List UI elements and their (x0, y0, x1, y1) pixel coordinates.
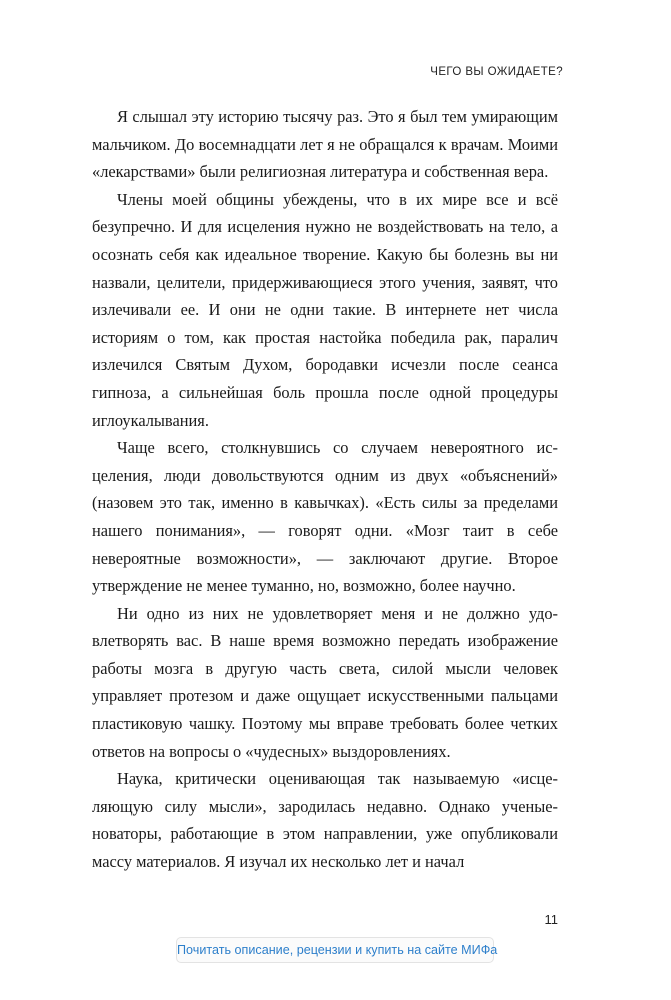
paragraph: Наука, критически оценивающая так называемую «исцеляющую силу мысли», зародилась недавно. Однако ученые-новаторы, работающие в этом направлении, уже опубликовали массу материалов. Я изучал их несколько лет и начал (92, 769, 558, 872)
paragraph: Я слышал эту историю тысячу раз. Это я был тем умирающим мальчиком. До восемнадцати лет я не обращался к врачам. Моими «лекарствами» были религиозная литература и собственная вера. (92, 107, 558, 182)
buy-link[interactable]: Почитать описание, рецензии и купить на сайте МИФа (176, 937, 494, 963)
body-text (92, 103, 558, 876)
page-number: 11 (544, 912, 558, 927)
paragraph: Чаще всего, столкнувшись со случаем невероятного исцеления, люди довольствуются одним из двух «объяснений» (назовем это так, именно в кавычках). «Есть силы за пределами нашего понимания», — говорят одни. «Мозг таит в себе невероятные возможности», — заключают другие. Второе утверждение не менее туманно, но, возможно, более научно. (92, 438, 558, 596)
paragraph: Члены моей общины убеждены, что в их мире все и всё безупречно. И для исцеления нужно не воздействовать на тело, а осознать себя как идеальное творение. Какую бы болезнь вы ни назвали, целители, придерживающиеся этого учения, заявят, что излечивали ее. И они не одни такие. В интернете нет числа историям о том, как простая настойка победила рак, паралич излечился Святым Духом, бородавки исчезли после сеанса гипноза, а сильнейшая боль прошла после одной процедуры иглоукалывания. (92, 189, 558, 430)
paragraph: Ни одно из них не удовлетворяет меня и не должно удовлетворять вас. В наше время возможно передать изображение работы мозга в другую часть света, силой мысли человек управляет протезом и даже ощущает искусственными пальцами пластиковую чашку. Поэтому мы вправе требовать более четких ответов на вопросы о «чудесных» выздоровлениях. (92, 603, 558, 761)
running-header: ЧЕГО ВЫ ОЖИДАЕТЕ? (430, 66, 563, 78)
